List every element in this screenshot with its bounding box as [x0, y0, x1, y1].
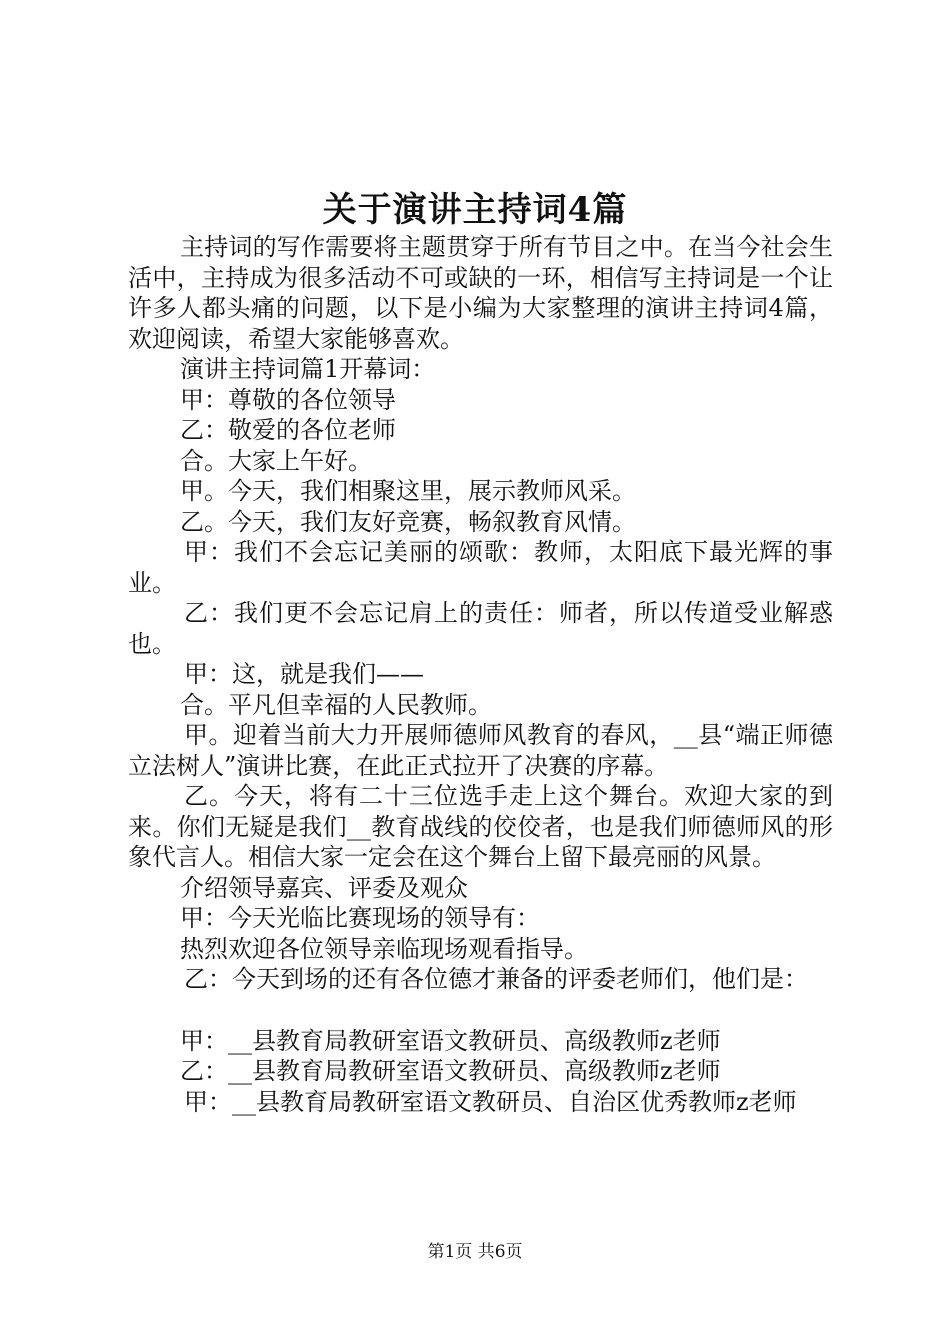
- dialogue-line: 乙：敬爱的各位老师: [180, 416, 396, 444]
- dialogue-line: 甲：__县教育局教研室语文教研员、高级教师z老师: [180, 1026, 721, 1055]
- dialogue-line: 甲：我们不会忘记美丽的颂歌：教师，太阳底下最光辉的事业。: [128, 538, 833, 597]
- document-title: 关于演讲主持词4篇: [322, 190, 628, 230]
- dialogue-line: 乙：我们更不会忘记肩上的责任：师者，所以传道受业解惑也。: [128, 599, 833, 658]
- page-footer: 第1页 共6页: [427, 1242, 523, 1262]
- dialogue-line: 乙：今天到场的还有各位德才兼备的评委老师们，他们是：: [184, 965, 808, 993]
- dialogue-line: 乙。今天，将有二十三位选手走上这个舞台。欢迎大家的到来。你们无疑是我们__教育战线的佼佼者，也是我们师德师风的形象代言人。相信大家一定会在这个舞台上留下最亮丽的风景。: [128, 782, 833, 871]
- dialogue-line: 合。平凡但幸福的人民教师。: [180, 690, 492, 719]
- dialogue-line: 甲：__县教育局教研室语文教研员、自治区优秀教师z老师: [184, 1087, 797, 1116]
- section-heading: 演讲主持词篇1开幕词：: [180, 355, 436, 383]
- dialogue-line: 热烈欢迎各位领导亲临现场观看指导。: [180, 934, 588, 963]
- dialogue-line: 甲：这，就是我们——: [184, 660, 424, 688]
- dialogue-line: 乙。今天，我们友好竞赛，畅叙教育风情。: [180, 507, 636, 536]
- dialogue-line: 乙：__县教育局教研室语文教研员、高级教师z老师: [180, 1057, 721, 1085]
- dialogue-line: 合。大家上午好。: [180, 446, 372, 475]
- section-heading: 介绍领导嘉宾、评委及观众: [180, 873, 468, 902]
- dialogue-line: 甲：今天光临比赛现场的领导有：: [180, 904, 540, 932]
- dialogue-line: 甲。今天，我们相聚这里，展示教师风采。: [180, 477, 636, 505]
- document-body: [128, 232, 833, 1117]
- blank-line: [128, 995, 833, 1026]
- intro-paragraph: 主持词的写作需要将主题贯穿于所有节目之中。在当今社会生活中，主持成为很多活动不可或缺的一环，相信写主持词是一个让许多人都头痛的问题，以下是小编为大家整理的演讲主持词4篇，欢迎阅读，希望大家能够喜欢。: [128, 233, 833, 353]
- dialogue-line: 甲：尊敬的各位领导: [180, 385, 396, 414]
- dialogue-line: 甲。迎着当前大力开展师德师风教育的春风，__县“端正师德立法树人”演讲比赛，在此正式拉开了决赛的序幕。: [128, 721, 833, 780]
